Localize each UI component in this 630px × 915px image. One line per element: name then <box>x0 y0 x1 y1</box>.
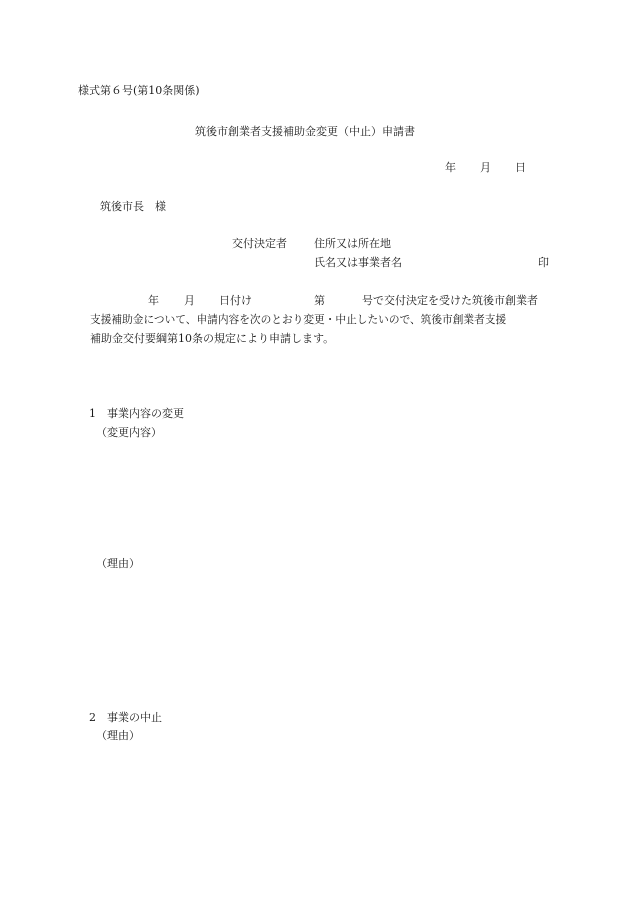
body-number-label: 第 <box>314 294 325 307</box>
section2-heading: 2 事業の中止 <box>89 711 162 724</box>
body-month-label: 月 <box>184 294 195 307</box>
section1-change-label: （変更内容） <box>96 426 162 439</box>
section2-reason-label: （理由） <box>96 729 140 742</box>
body-line3: 補助金交付要綱第10条の規定により申請します。 <box>90 332 335 345</box>
body-line2: 支援補助金について、申請内容を次のとおり変更・中止したいので、筑後市創業者支援 <box>90 313 507 326</box>
applicant-name-label: 氏名又は事業者名 <box>314 256 402 269</box>
form-number: 様式第６号(第10条関係) <box>78 84 200 97</box>
form-title: 筑後市創業者支援補助金変更（中止）申請書 <box>195 125 415 138</box>
body-line1-rest: 号で交付決定を受けた筑後市創業者 <box>362 294 538 307</box>
applicant-role-label: 交付決定者 <box>232 237 287 250</box>
body-year-label: 年 <box>148 294 159 307</box>
section1-reason-label: （理由） <box>96 557 140 570</box>
section1-heading: 1 事業内容の変更 <box>89 407 184 420</box>
addressee: 筑後市長 様 <box>100 200 166 213</box>
date-month-label: 月 <box>480 161 491 174</box>
date-day-label: 日 <box>515 161 526 174</box>
date-year-label: 年 <box>445 161 456 174</box>
seal-mark: 印 <box>538 256 549 269</box>
applicant-address-label: 住所又は所在地 <box>314 237 391 250</box>
body-day-label: 日付け <box>219 294 252 307</box>
